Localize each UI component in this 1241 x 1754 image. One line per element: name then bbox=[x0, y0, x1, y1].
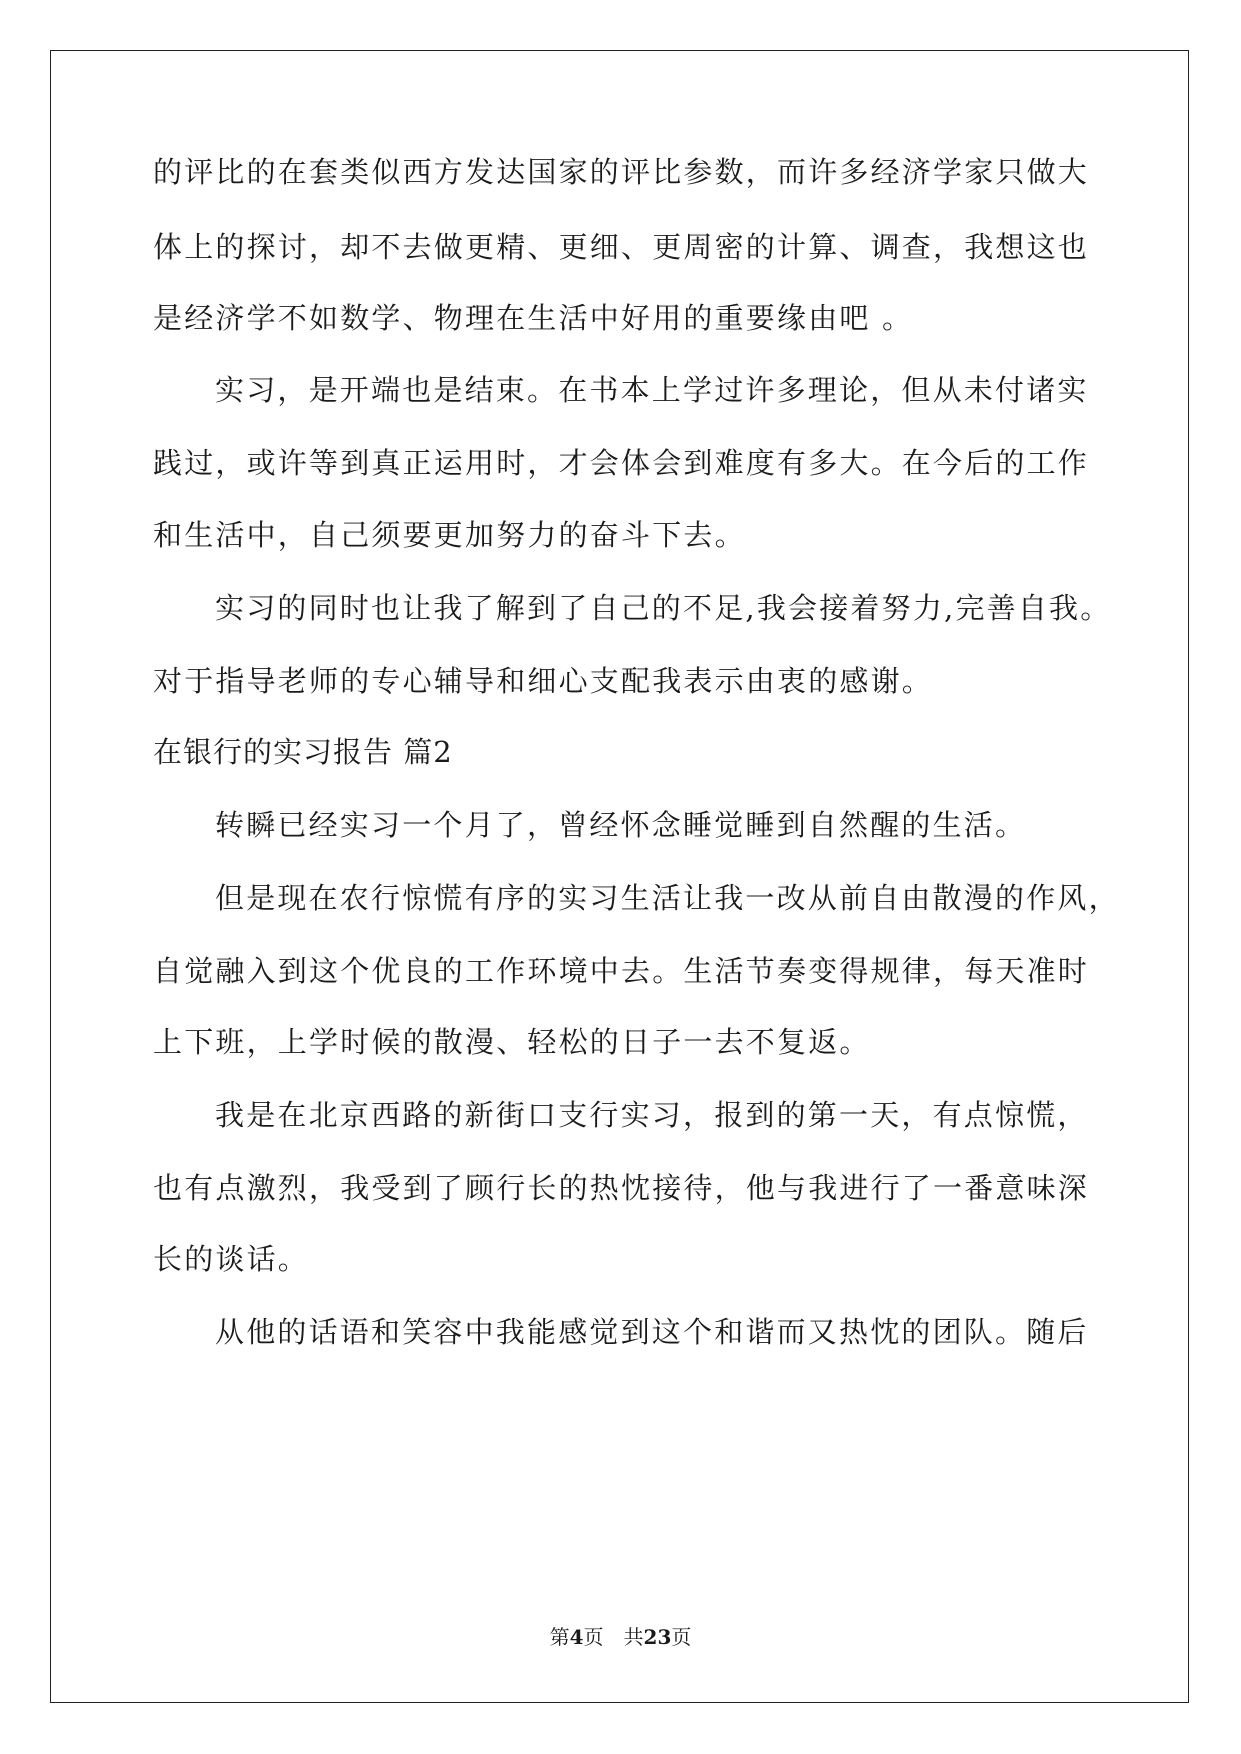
text-line: 是经济学不如数学、物理在生活中好用的重要缘由吧 。 bbox=[153, 301, 914, 335]
page-number-suffix: 页 bbox=[671, 1625, 692, 1649]
page-number-prefix: 第 bbox=[549, 1625, 570, 1649]
text-line: 体上的探讨，却不去做更精、更细、更周密的计算、调查，我想这也 bbox=[153, 230, 1090, 264]
page-footer bbox=[0, 1624, 1241, 1650]
text-line: 对于指导老师的专心辅导和细心支配我表示由衷的感谢。 bbox=[153, 664, 934, 698]
text-line: 上下班，上学时候的散漫、轻松的日子一去不复返。 bbox=[153, 1025, 871, 1059]
text-line: 实习的同时也让我了解到了自己的不足,我会接着努力,完善自我。 bbox=[215, 591, 1112, 625]
page-number-mid: 页 共 bbox=[583, 1625, 644, 1649]
text-line: 转瞬已经实习一个月了，曾经怀念睡觉睡到自然醒的生活。 bbox=[215, 808, 1027, 842]
total-page-count: 23 bbox=[643, 1625, 672, 1649]
text-line: 也有点激烈，我受到了顾行长的热忱接待，他与我进行了一番意味深 bbox=[153, 1171, 1090, 1205]
text-line: 的评比的在套类似西方发达国家的评比参数，而许多经济学家只做大 bbox=[153, 155, 1090, 189]
section-heading: 在银行的实习报告 篇2 bbox=[153, 735, 453, 769]
text-line: 践过，或许等到真正运用时，才会体会到难度有多大。在今后的工作 bbox=[153, 446, 1090, 480]
text-line: 自觉融入到这个优良的工作环境中去。生活节奏变得规律，每天准时 bbox=[153, 954, 1090, 988]
text-line: 从他的话语和笑容中我能感觉到这个和谐而又热忱的团队。随后 bbox=[215, 1315, 1089, 1349]
text-line: 实习，是开端也是结束。在书本上学过许多理论，但从未付诸实 bbox=[215, 373, 1089, 407]
current-page-number: 4 bbox=[569, 1625, 584, 1649]
text-line: 长的谈话。 bbox=[153, 1242, 310, 1276]
text-line: 和生活中，自己须要更加努力的奋斗下去。 bbox=[153, 518, 746, 552]
text-line: 我是在北京西路的新街口支行实习，报到的第一天，有点惊慌， bbox=[215, 1098, 1089, 1132]
text-line: 但是现在农行惊慌有序的实习生活让我一改从前自由散漫的作风， bbox=[215, 881, 1120, 915]
